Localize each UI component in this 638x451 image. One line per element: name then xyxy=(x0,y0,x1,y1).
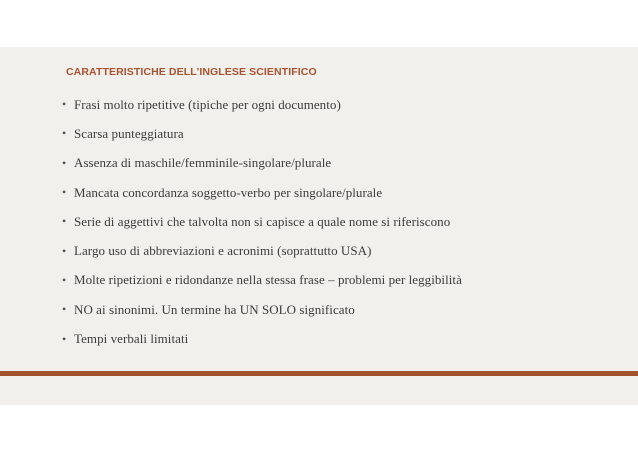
list-item xyxy=(62,266,462,295)
list-item xyxy=(62,324,462,353)
list-item xyxy=(62,295,462,324)
slide-title: CARATTERISTICHE DELL'INGLESE SCIENTIFICO xyxy=(66,66,317,78)
slide xyxy=(0,47,638,405)
bullet-icon: • xyxy=(62,272,67,287)
bullet-icon: • xyxy=(62,331,67,346)
bullet-text: NO ai sinonimi. Un termine ha UN SOLO significato xyxy=(74,301,355,317)
list-item xyxy=(62,149,462,178)
bullet-icon: • xyxy=(62,243,67,258)
bullet-icon: • xyxy=(62,155,67,170)
bullet-text: Molte ripetizioni e ridondanze nella stessa frase – problemi per leggibilità xyxy=(74,272,462,288)
bullet-text: Tempi verbali limitati xyxy=(74,331,189,347)
accent-bar xyxy=(0,371,638,376)
bullet-text: Mancata concordanza soggetto-verbo per singolare/plurale xyxy=(74,184,383,200)
list-item xyxy=(62,90,462,119)
bullet-text: Serie di aggettivi che talvolta non si capisce a quale nome si riferiscono xyxy=(74,213,451,229)
bullet-icon: • xyxy=(62,214,67,229)
bullet-icon: • xyxy=(62,126,67,141)
list-item xyxy=(62,178,462,207)
bullet-icon: • xyxy=(62,302,67,317)
bullet-text: Assenza di maschile/femminile-singolare/plurale xyxy=(74,155,332,171)
list-item xyxy=(62,207,462,236)
bullet-icon: • xyxy=(62,97,67,112)
bullet-text: Frasi molto ripetitive (tipiche per ogni documento) xyxy=(74,96,341,112)
bullet-icon: • xyxy=(62,185,67,200)
bullet-list xyxy=(62,90,462,354)
bullet-text: Largo uso di abbreviazioni e acronimi (soprattutto USA) xyxy=(74,243,372,259)
bullet-text: Scarsa punteggiatura xyxy=(74,125,184,141)
list-item xyxy=(62,119,462,148)
list-item xyxy=(62,236,462,265)
